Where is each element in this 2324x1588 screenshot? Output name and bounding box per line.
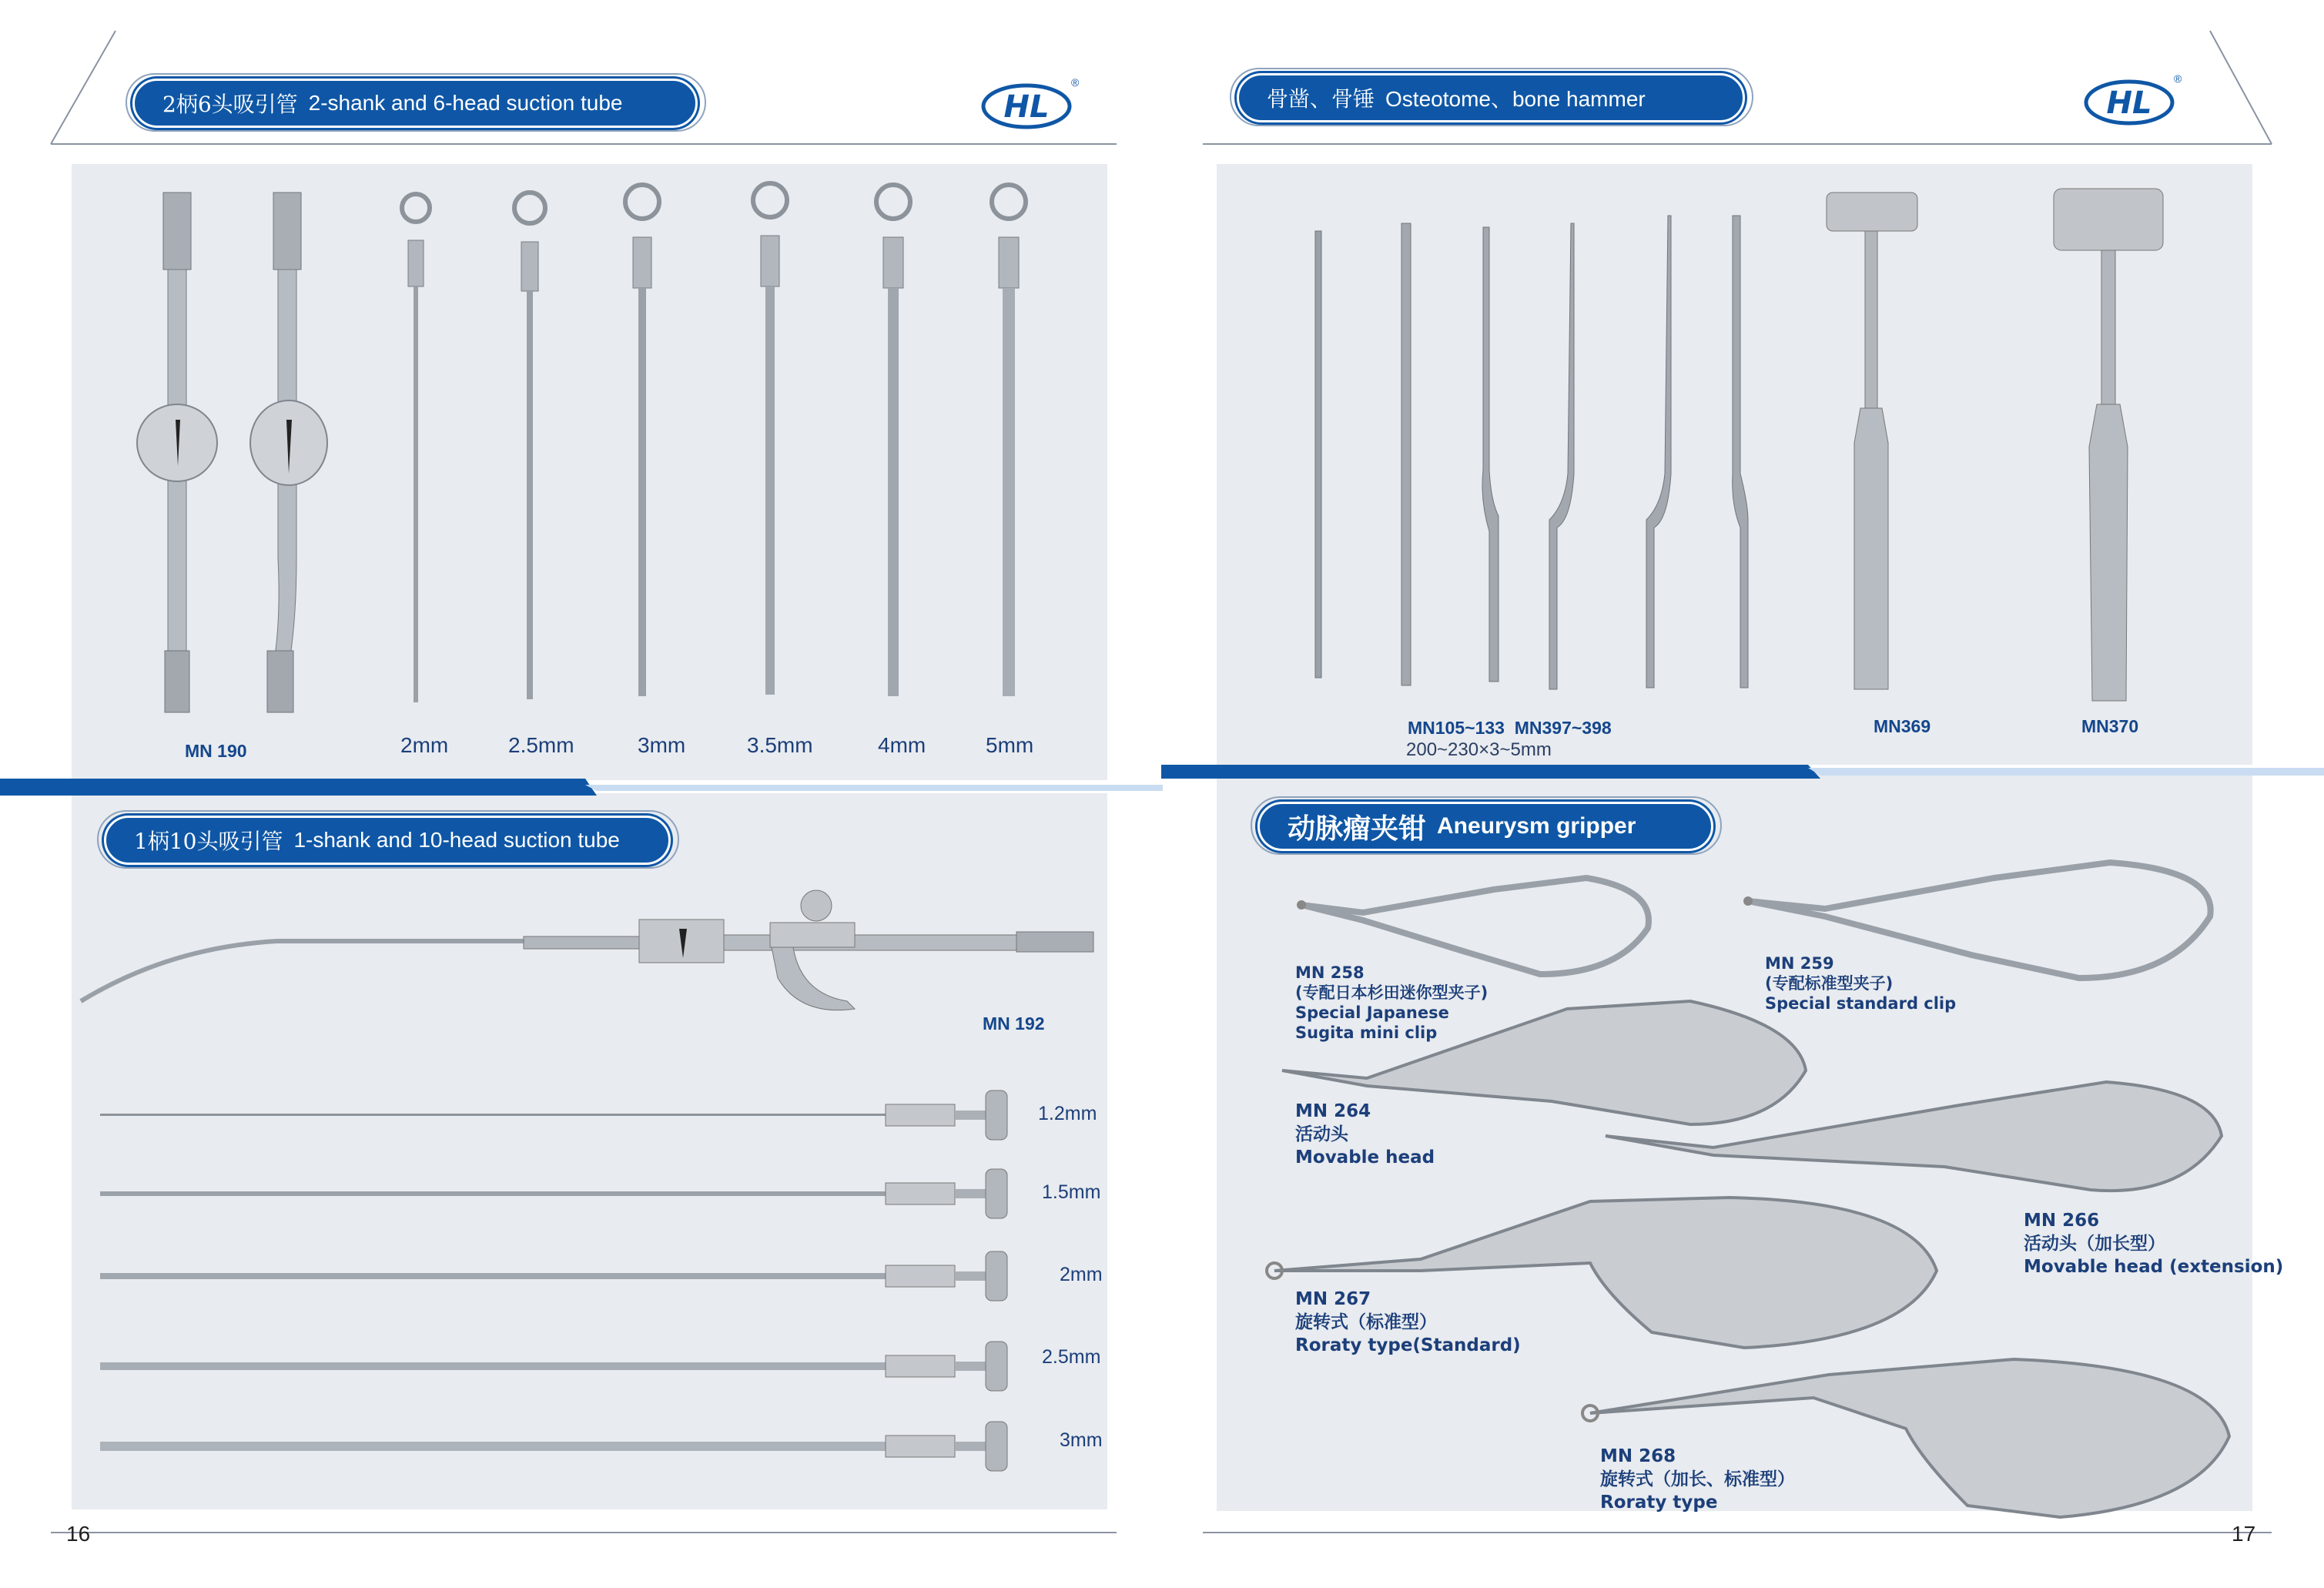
code: MN 258 [1295, 963, 1365, 982]
gripper-label-mn258 [1295, 963, 1488, 1043]
size-label: 3mm [638, 733, 686, 757]
header-en: 1-shank and 10-head suction tube [293, 828, 620, 852]
hl-logo [982, 76, 1080, 128]
header-en: Aneurysm gripper [1437, 813, 1636, 839]
code: MN 259 [1765, 954, 1834, 973]
suction-handle-straight [146, 189, 208, 728]
registered-mark: ® [2174, 72, 2182, 85]
product-code-osteotomes: MN105~133 MN397~398 [1408, 718, 1612, 738]
suction-shaft-1-5mm [100, 1163, 1070, 1225]
header-en: 2-shank and 6-head suction tube [308, 91, 623, 115]
header-cn: 1柄10头吸引管 [134, 829, 283, 854]
header-cn: 2柄6头吸引管 [162, 92, 298, 117]
page-number-right: 17 [2232, 1522, 2256, 1546]
size-label: 1.5mm [1042, 1181, 1101, 1203]
en-desc: Sugita mini clip [1295, 1023, 1438, 1042]
cn-desc: 活动头（加长型） [2024, 1234, 2165, 1254]
bone-hammer-mn369 [1827, 189, 1927, 712]
osteotome [1468, 223, 1514, 701]
suction-tip-4mm [870, 183, 916, 707]
suction-tip-2mm [393, 193, 439, 716]
code: MN 268 [1600, 1446, 1676, 1466]
en-desc: Special standard clip [1765, 994, 1957, 1013]
header-cn: 动脉瘤夹钳 [1288, 812, 1427, 845]
section-header-suction-1shank [104, 816, 671, 865]
cn-desc: (专配日本杉田迷你型夹子) [1295, 983, 1488, 1002]
size-label: 1.2mm [1038, 1103, 1097, 1124]
left-top-panel [72, 164, 1107, 780]
cn-desc: 旋转式（加长、标准型） [1600, 1469, 1795, 1489]
registered-mark: ® [1071, 76, 1080, 89]
cn-desc: 旋转式（标准型） [1295, 1312, 1437, 1332]
size-label: 2.5mm [1042, 1346, 1101, 1368]
cn-desc: (专配标准型夹子) [1765, 974, 1894, 993]
section-header-aneurysm [1257, 802, 1713, 851]
suction-tip-3-5mm [747, 182, 793, 705]
section-header-osteotome [1237, 73, 1745, 122]
code: MN 266 [2024, 1211, 2100, 1231]
gripper-label-mn267 [1295, 1288, 1521, 1357]
suction-tip-5mm [986, 183, 1032, 707]
suction-shaft-1-2mm [100, 1084, 1070, 1146]
gripper-label-mn268 [1600, 1445, 1795, 1514]
suction-shaft-2mm [100, 1245, 1070, 1307]
logo-text: HL [1003, 89, 1050, 125]
size-label: 2.5mm [508, 733, 574, 757]
osteotome [1391, 219, 1422, 697]
code: MN 264 [1295, 1101, 1371, 1121]
gripper-label-mn259 [1765, 953, 1956, 1013]
size-label: 5mm [986, 733, 1034, 757]
cn-desc: 活动头 [1295, 1124, 1348, 1144]
bone-hammer-mn370 [2052, 185, 2168, 709]
osteotome-dimension: 200~230×3~5mm [1406, 739, 1552, 760]
suction-tip-3mm [619, 183, 665, 707]
osteotome [1540, 219, 1602, 697]
size-label: 3.5mm [747, 733, 813, 757]
gripper-label-mn264 [1295, 1100, 1435, 1169]
divider-band-left [0, 772, 1163, 803]
hl-logo [2085, 73, 2180, 124]
en-desc: Movable head [1295, 1147, 1435, 1168]
suction-shaft-3mm [100, 1415, 1070, 1477]
size-label: 2mm [1060, 1264, 1103, 1285]
product-code-mn192: MN 192 [983, 1013, 1045, 1034]
gripper-label-mn266 [2024, 1209, 2283, 1278]
product-code-mn190: MN 190 [185, 741, 247, 761]
page-number-left: 16 [66, 1522, 91, 1546]
en-desc: Special Japanese [1295, 1003, 1449, 1022]
osteotome [1725, 212, 1787, 689]
size-label: 2mm [400, 733, 449, 757]
size-label: 4mm [878, 733, 926, 757]
suction-shaft-2-5mm [100, 1335, 1070, 1397]
suction-handle-mn192 [77, 886, 1109, 1009]
en-desc: Movable head (extension) [2024, 1257, 2284, 1277]
header-cn: 骨凿、骨锤 [1267, 86, 1375, 112]
en-desc: Roraty type(Standard) [1295, 1335, 1521, 1355]
osteotome [1303, 227, 1334, 705]
logo-text: HL [2106, 85, 2152, 121]
en-desc: Roraty type [1600, 1493, 1718, 1513]
divider-band-right [1161, 759, 2324, 789]
product-code-mn370: MN370 [2081, 716, 2139, 736]
suction-handle-curved [258, 189, 350, 728]
product-code-mn369: MN369 [1874, 716, 1931, 736]
header-en: Osteotome、bone hammer [1385, 87, 1646, 111]
osteotome [1632, 212, 1694, 689]
suction-tip-2-5mm [507, 191, 553, 715]
size-label: 3mm [1060, 1429, 1103, 1451]
code: MN 267 [1295, 1289, 1371, 1309]
section-header-suction-2shank [132, 79, 698, 128]
